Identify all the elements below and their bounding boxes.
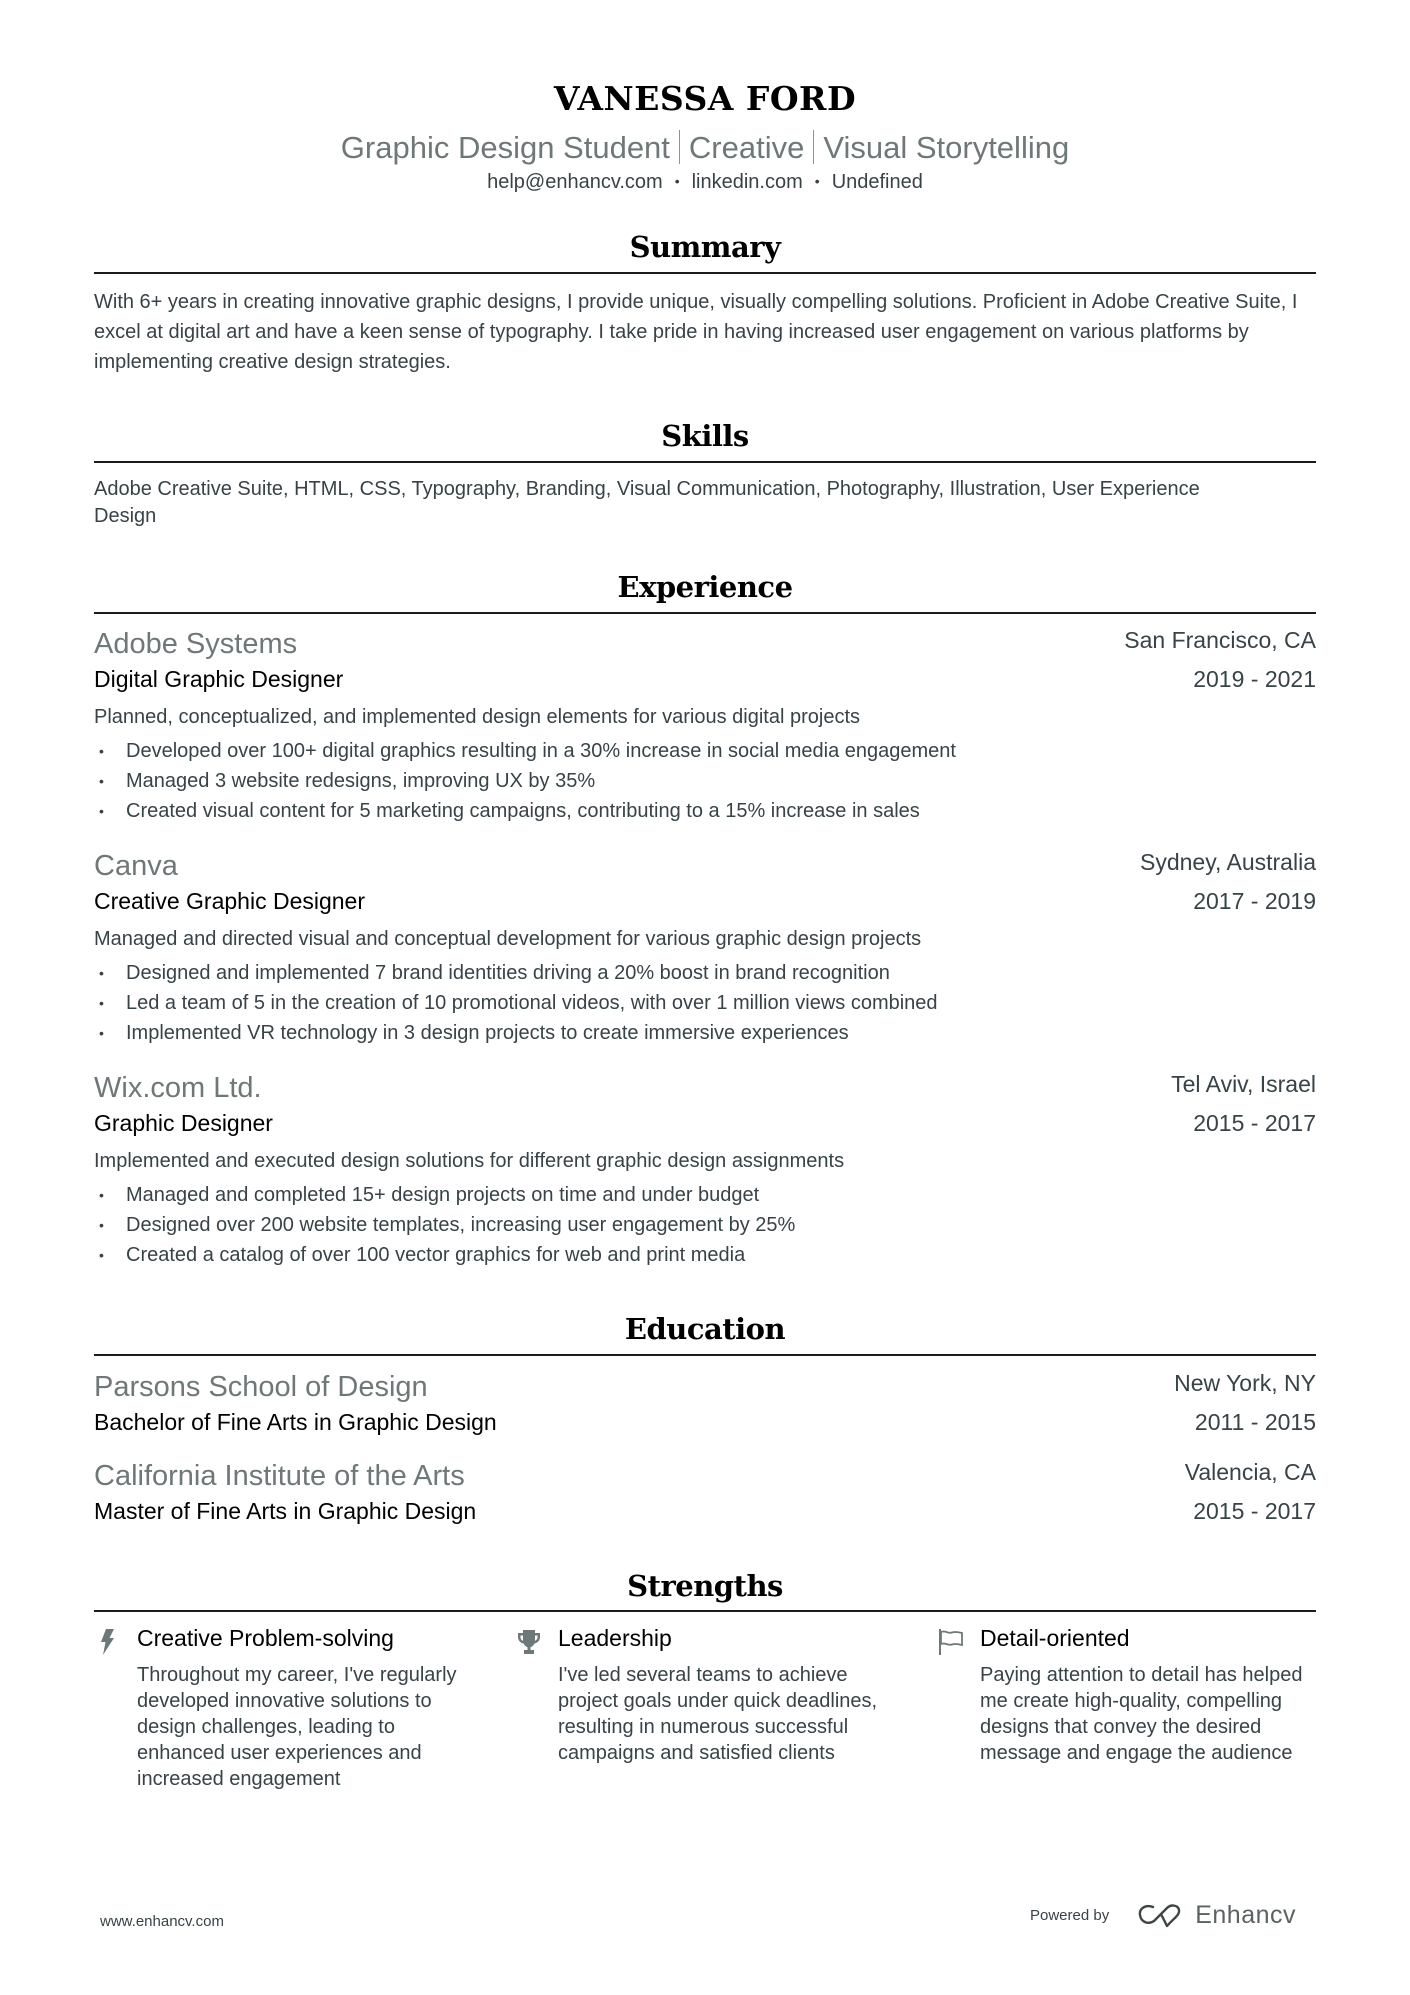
candidate-name: VANESSA FORD xyxy=(553,79,857,118)
bullet-dot: • xyxy=(99,1217,104,1233)
strength-description: Throughout my career, I've regularly developed innovative solutions to design challenges, leading to enhanced user experiences and increased engagement xyxy=(137,1664,457,1790)
contact-line xyxy=(94,170,1316,194)
job-location: Sydney, Australia xyxy=(1139,849,1316,875)
job-dates: 2017 - 2019 xyxy=(1193,888,1316,914)
company-name: Adobe Systems xyxy=(94,628,298,660)
job-role: Graphic Designer xyxy=(94,1110,273,1136)
bullet-dot: • xyxy=(99,743,104,759)
bullet-dot: • xyxy=(99,965,104,981)
job-location: Tel Aviv, Israel xyxy=(1171,1071,1316,1097)
enhancv-logo-icon xyxy=(1137,1902,1185,1928)
bullet-item: • Managed 3 website redesigns, improving UX by 35% xyxy=(94,766,956,796)
contact-linkedin[interactable]: linkedin.com xyxy=(691,171,803,193)
strength-description: Paying attention to detail has helped me create high-quality, compelling designs that convey the desired message and engage the audience xyxy=(980,1664,1303,1764)
bullet-item: • Designed over 200 website templates, increasing user engagement by 25% xyxy=(94,1210,795,1240)
contact-separator: • xyxy=(674,173,680,189)
summary-text: With 6+ years in creating innovative graphic designs, I provide unique, visually compelling solutions. Proficient in Adobe Creative Suite, I excel at digital art and have a keen sense of typography. I take pride in having increased user engagement on various platforms by implementing creative design strategies. xyxy=(94,291,1298,373)
lightning-bolt-icon xyxy=(94,1628,122,1656)
headline-part: Visual Storytelling xyxy=(823,130,1070,165)
job-bullets xyxy=(94,1180,795,1270)
powered-by-label: Powered by xyxy=(1030,1906,1110,1924)
job-description: Planned, conceptualized, and implemented design elements for various digital projects xyxy=(94,706,861,728)
section-divider xyxy=(94,612,1316,614)
bullet-dot: • xyxy=(99,1025,104,1041)
bullet-dot: • xyxy=(99,803,104,819)
school-location: Valencia, CA xyxy=(1184,1459,1316,1485)
trophy-icon xyxy=(515,1628,543,1656)
section-divider xyxy=(94,1354,1316,1356)
headline-part: Graphic Design Student xyxy=(340,130,670,165)
section-title-education: Education xyxy=(624,1312,786,1346)
powered-by-badge[interactable] xyxy=(1030,1900,1296,1930)
bullet-item: • Managed and completed 15+ design projects on time and under budget xyxy=(94,1180,795,1210)
section-title-strengths: Strengths xyxy=(627,1569,783,1603)
headline xyxy=(94,130,1316,165)
company-name: Wix.com Ltd. xyxy=(94,1072,262,1104)
job-dates: 2015 - 2017 xyxy=(1193,1110,1316,1136)
job-bullets xyxy=(94,958,938,1048)
enhancv-brand-name: Enhancv xyxy=(1195,1900,1297,1929)
school-location: New York, NY xyxy=(1174,1370,1316,1396)
section-divider xyxy=(94,272,1316,274)
job-role: Digital Graphic Designer xyxy=(94,666,344,692)
school-name: California Institute of the Arts xyxy=(94,1460,465,1492)
education-dates: 2011 - 2015 xyxy=(1194,1409,1316,1435)
bullet-dot: • xyxy=(99,773,104,789)
job-bullets xyxy=(94,736,956,826)
job-location: San Francisco, CA xyxy=(1124,627,1316,653)
school-name: Parsons School of Design xyxy=(94,1371,428,1403)
bullet-item: • Created a catalog of over 100 vector graphics for web and print media xyxy=(94,1240,795,1270)
strength-title: Creative Problem-solving xyxy=(137,1625,394,1651)
section-title-experience: Experience xyxy=(617,570,793,604)
section-title-skills: Skills xyxy=(661,419,749,453)
bullet-dot: • xyxy=(99,1187,104,1203)
job-description: Implemented and executed design solutions for different graphic design assignments xyxy=(94,1150,845,1172)
contact-location: Undefined xyxy=(831,171,923,193)
contact-separator: • xyxy=(814,173,820,189)
bullet-item: • Led a team of 5 in the creation of 10 promotional videos, with over 1 million views combined xyxy=(94,988,938,1018)
section-divider xyxy=(94,461,1316,463)
strength-title: Detail-oriented xyxy=(980,1625,1130,1651)
headline-divider xyxy=(813,130,814,164)
degree: Master of Fine Arts in Graphic Design xyxy=(94,1498,477,1524)
bullet-dot: • xyxy=(99,1247,104,1263)
headline-part: Creative xyxy=(688,130,805,165)
bullet-item: • Designed and implemented 7 brand identities driving a 20% boost in brand recognition xyxy=(94,958,938,988)
contact-email[interactable]: help@enhancv.com xyxy=(487,171,663,193)
bullet-dot: • xyxy=(99,995,104,1011)
flag-icon xyxy=(937,1628,965,1656)
bullet-item: • Developed over 100+ digital graphics resulting in a 30% increase in social media engagement xyxy=(94,736,956,766)
degree: Bachelor of Fine Arts in Graphic Design xyxy=(94,1409,497,1435)
strength-description: I've led several teams to achieve project goals under quick deadlines, resulting in numerous successful campaigns and satisfied clients xyxy=(558,1664,878,1764)
bullet-item: • Created visual content for 5 marketing campaigns, contributing to a 15% increase in sales xyxy=(94,796,956,826)
section-divider xyxy=(94,1610,1316,1612)
footer-website-link[interactable]: www.enhancv.com xyxy=(100,1913,224,1930)
job-description: Managed and directed visual and conceptual development for various graphic design projects xyxy=(94,928,922,950)
job-dates: 2019 - 2021 xyxy=(1193,666,1316,692)
skills-text: Adobe Creative Suite, HTML, CSS, Typography, Branding, Visual Communication, Photography, Illustration, User Experience Design xyxy=(94,478,1200,527)
headline-divider xyxy=(679,130,680,164)
section-title-summary: Summary xyxy=(629,230,781,264)
education-dates: 2015 - 2017 xyxy=(1193,1498,1316,1524)
company-name: Canva xyxy=(94,850,178,882)
job-role: Creative Graphic Designer xyxy=(94,888,366,914)
bullet-item: • Implemented VR technology in 3 design projects to create immersive experiences xyxy=(94,1018,938,1048)
strength-title: Leadership xyxy=(558,1625,672,1651)
